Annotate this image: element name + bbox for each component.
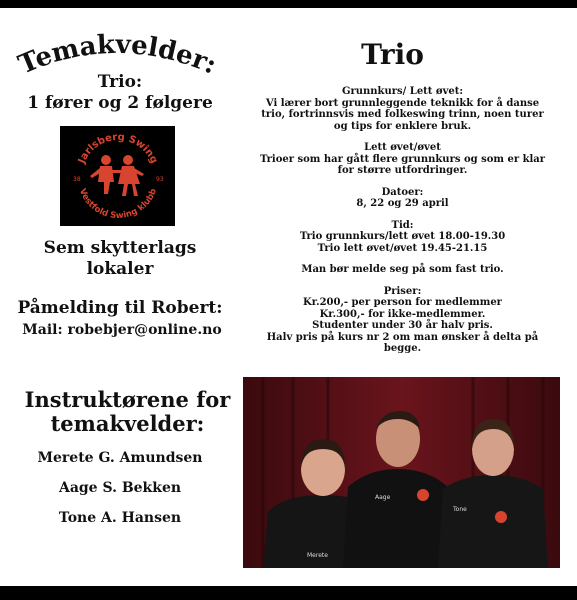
club-logo xyxy=(60,126,175,226)
subtitle-line2: 1 fører og 2 følgere xyxy=(27,93,213,113)
logo-year-left: 38 xyxy=(73,176,81,183)
instructors-photo xyxy=(243,377,560,568)
trio-title: Trio xyxy=(361,38,424,71)
trio-info xyxy=(255,86,550,365)
note: Man bør melde seg på som fast trio. xyxy=(301,264,504,275)
instructor-name: Aage S. Bekken xyxy=(58,480,182,496)
signup-mail: Mail: robebjer@online.no xyxy=(22,322,222,338)
signup-label: Påmelding til Robert: xyxy=(17,298,223,318)
instructor-name: Tone A. Hansen xyxy=(58,510,182,526)
section-time xyxy=(255,220,550,255)
svg-text:Jarlsberg Swing xyxy=(76,132,159,166)
price-1: Kr.200,- per person for medlemmer xyxy=(303,297,502,308)
time-1: Trio grunnkurs/lett øvet 18.00-19.30 xyxy=(299,231,506,242)
subtitle-line1: Trio: xyxy=(97,72,143,92)
instructor-list xyxy=(20,450,220,540)
instructors-title-line2: temakvelder: xyxy=(50,411,205,436)
time-2: Trio lett øvet/øvet 19.45-21.15 xyxy=(317,242,488,254)
venue-line1: Sem skytterlags xyxy=(43,238,197,258)
time-head: Tid: xyxy=(391,219,414,231)
instructors-title xyxy=(20,388,235,436)
instructors-title-line1: Instruktørene for xyxy=(24,387,231,412)
price-4: Halv pris på kurs nr 2 om man ønsker å delta på begge. xyxy=(266,331,539,354)
section-beginner xyxy=(255,86,550,132)
bottom-border xyxy=(0,586,577,600)
left-title-text: Temakvelder: xyxy=(14,29,221,81)
beginner-head: Grunnkurs/ Lett øvet: xyxy=(341,86,464,97)
venue-line2: lokaler xyxy=(86,259,154,279)
instructor-name: Merete G. Amundsen xyxy=(37,450,203,466)
beginner-text: Vi lærer bort grunnleggende teknikk for å danse trio, fortrinnsvis med folkeswing trinn, noen turer og tips for enklere bruk. xyxy=(261,97,544,132)
section-advanced xyxy=(255,142,550,177)
badge-aage: Aage xyxy=(375,494,391,501)
top-border xyxy=(0,0,577,8)
dates-head: Datoer: xyxy=(381,186,424,198)
left-subtitle xyxy=(10,72,230,114)
logo-year-right: 93 xyxy=(156,176,164,183)
price-3: Studenter under 30 år halv pris. xyxy=(312,320,493,331)
price-head: Priser: xyxy=(383,285,422,297)
section-dates xyxy=(255,187,550,210)
venue xyxy=(10,238,230,280)
advanced-text: Trioer som har gått flere grunnkurs og som er klar for større utfordringer. xyxy=(259,153,546,176)
section-prices xyxy=(255,286,550,355)
dates-value: 8, 22 og 29 april xyxy=(356,198,449,209)
price-2: Kr.300,- for ikke-medlemmer. xyxy=(319,308,486,320)
badge-merete: Merete xyxy=(307,552,328,559)
logo-text-bottom: Vestfold Swing klubb xyxy=(76,187,160,222)
logo-text-top: Jarlsberg Swing xyxy=(76,131,160,166)
advanced-head: Lett øvet/øvet xyxy=(364,142,441,153)
dancers-icon xyxy=(90,155,144,196)
svg-text:Vestfold Swing klubb xyxy=(77,187,159,221)
badge-tone: Tone xyxy=(453,506,467,513)
